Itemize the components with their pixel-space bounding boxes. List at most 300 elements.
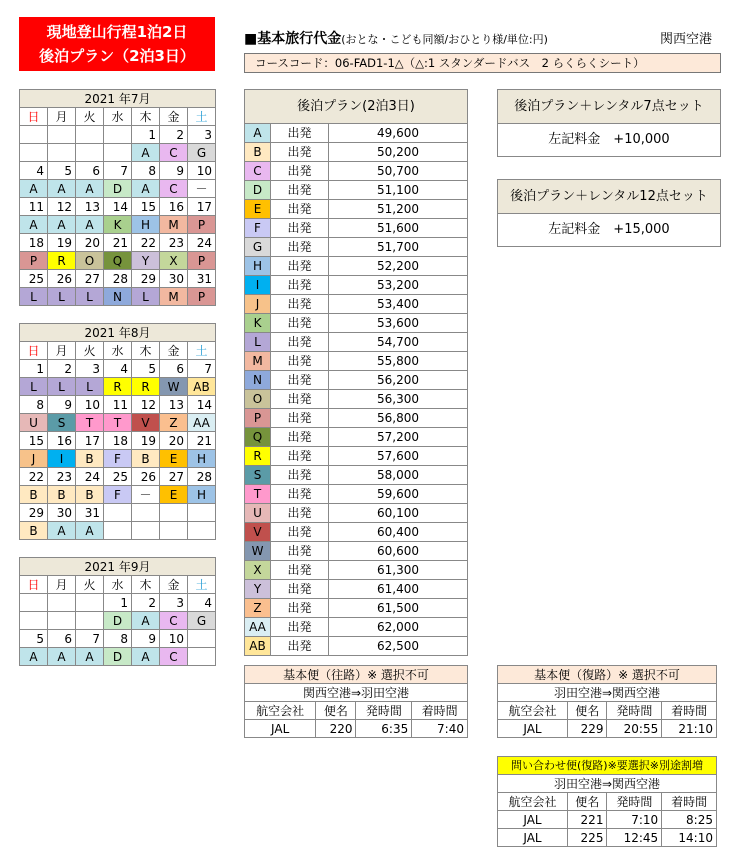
- calendar-day: 31: [76, 504, 104, 522]
- calendar-price-code: [188, 648, 216, 666]
- calendar-price-code: L: [20, 288, 48, 306]
- calendar-price-code: A: [132, 144, 160, 162]
- departure-label: 出発: [271, 314, 329, 333]
- calendar-price-code: A: [48, 180, 76, 198]
- weekday-header: 火: [76, 342, 104, 360]
- price-code: S: [245, 466, 271, 485]
- calendar-day: 22: [20, 468, 48, 486]
- calendar-price-code: P: [188, 216, 216, 234]
- table-row: [245, 371, 468, 390]
- departure-label: 出発: [271, 580, 329, 599]
- calendar-day: 27: [160, 468, 188, 486]
- price-amount: 61,500: [329, 599, 468, 618]
- price-amount: 52,200: [329, 257, 468, 276]
- table-row: [245, 580, 468, 599]
- calendar-price-code: F: [104, 450, 132, 468]
- departure-label: 出発: [271, 466, 329, 485]
- rental-12-box: [497, 179, 721, 247]
- price-amount: 60,100: [329, 504, 468, 523]
- calendar-price-code: P: [188, 252, 216, 270]
- calendar-price-code: [76, 144, 104, 162]
- calendar-price-code: [20, 612, 48, 630]
- price-amount: 61,300: [329, 561, 468, 580]
- calendar-price-code: B: [20, 486, 48, 504]
- table-row: [245, 219, 468, 238]
- inquiry-title: 問い合わせ便(復路)※要選択※別途割増: [498, 757, 717, 775]
- calendar-day: [104, 504, 132, 522]
- rental-12-value: 左記料金 +15,000: [548, 222, 670, 237]
- price-code: Q: [245, 428, 271, 447]
- table-row: [498, 811, 717, 829]
- calendar-price-code: P: [188, 288, 216, 306]
- calendar-day: 4: [20, 162, 48, 180]
- price-code: Z: [245, 599, 271, 618]
- calendar-price-code: B: [76, 486, 104, 504]
- calendar-day: 1: [20, 360, 48, 378]
- calendar-day: 20: [160, 432, 188, 450]
- col-arrival: 着時間: [662, 793, 717, 811]
- calendar-day: 9: [132, 630, 160, 648]
- calendar-price-code: B: [132, 450, 160, 468]
- price-code: B: [245, 143, 271, 162]
- calendar-price-code: G: [188, 612, 216, 630]
- weekday-header: 水: [104, 342, 132, 360]
- calendar-price-code: [160, 522, 188, 540]
- calendar-day: 10: [160, 630, 188, 648]
- calendar-price-code: S: [48, 414, 76, 432]
- departure-label: 出発: [271, 124, 329, 143]
- table-row: [245, 295, 468, 314]
- price-amount: 57,200: [329, 428, 468, 447]
- calendar-price-code: V: [132, 414, 160, 432]
- price-amount: 56,300: [329, 390, 468, 409]
- departure-label: 出発: [271, 542, 329, 561]
- calendar-day: 16: [48, 432, 76, 450]
- calendar-price-code: A: [132, 612, 160, 630]
- calendar-price-code: X: [160, 252, 188, 270]
- calendar-day: 1: [132, 126, 160, 144]
- weekday-header: 木: [132, 342, 160, 360]
- price-code: AB: [245, 637, 271, 656]
- price-code: K: [245, 314, 271, 333]
- calendar-price-code: [132, 522, 160, 540]
- calendar-day: 24: [188, 234, 216, 252]
- calendar-price-code: Z: [160, 414, 188, 432]
- departure-label: 出発: [271, 618, 329, 637]
- calendar-price-code: A: [20, 648, 48, 666]
- course-code: コースコード：06-FAD1-1△（△:1 スタンダードバス 2 らくらくシート）: [244, 53, 721, 73]
- col-airline: 航空会社: [498, 793, 568, 811]
- return-flight-table: [497, 665, 717, 738]
- departure-label: 出発: [271, 181, 329, 200]
- price-code: C: [245, 162, 271, 181]
- calendar-day: [76, 126, 104, 144]
- calendar-price-code: L: [48, 288, 76, 306]
- price-amount: 61,400: [329, 580, 468, 599]
- calendar-price-code: L: [48, 378, 76, 396]
- calendar-price-code: Y: [132, 252, 160, 270]
- calendar-price-code: A: [20, 180, 48, 198]
- calendar-price-code: Q: [104, 252, 132, 270]
- calendar-day: [48, 126, 76, 144]
- plan-title-box: [19, 17, 215, 71]
- weekday-header: 木: [132, 108, 160, 126]
- calendar-price-code: M: [160, 288, 188, 306]
- calendar-day: 24: [76, 468, 104, 486]
- calendar-day: 2: [160, 126, 188, 144]
- col-departure: 発時間: [356, 702, 412, 720]
- col-departure: 発時間: [607, 793, 662, 811]
- calendar-day: 15: [20, 432, 48, 450]
- calendar-day: 5: [20, 630, 48, 648]
- calendar-day: 27: [76, 270, 104, 288]
- calendar-price-code: M: [160, 216, 188, 234]
- table-row: [245, 523, 468, 542]
- calendar-price-code: L: [76, 288, 104, 306]
- price-amount: 60,600: [329, 542, 468, 561]
- calendar-day: 16: [160, 198, 188, 216]
- calendar-price-code: [48, 612, 76, 630]
- calendar-price-code: E: [160, 486, 188, 504]
- price-amount: 60,400: [329, 523, 468, 542]
- calendar-price-code: C: [160, 180, 188, 198]
- calendar-day: 21: [104, 234, 132, 252]
- calendar-day: 10: [76, 396, 104, 414]
- calendar-day: 28: [188, 468, 216, 486]
- price-code: E: [245, 200, 271, 219]
- weekday-header: 金: [160, 342, 188, 360]
- calendar-day: 15: [132, 198, 160, 216]
- table-row: [245, 181, 468, 200]
- calendar-day: 18: [104, 432, 132, 450]
- calendar-day: 6: [76, 162, 104, 180]
- calendar-price-code: O: [76, 252, 104, 270]
- price-code: AA: [245, 618, 271, 637]
- calendar-day: 20: [76, 234, 104, 252]
- calendar-price-code: R: [132, 378, 160, 396]
- price-amount: 62,000: [329, 618, 468, 637]
- price-code: G: [245, 238, 271, 257]
- calendar-day: 11: [20, 198, 48, 216]
- departure-time: 7:10: [607, 811, 662, 829]
- calendar-day: 3: [188, 126, 216, 144]
- calendar-price-code: D: [104, 612, 132, 630]
- price-code: Y: [245, 580, 271, 599]
- table-row: [245, 390, 468, 409]
- calendar-price-code: A: [76, 648, 104, 666]
- table-row: [245, 276, 468, 295]
- calendar-day: 5: [132, 360, 160, 378]
- calendar-day: 13: [160, 396, 188, 414]
- weekday-header: 水: [104, 576, 132, 594]
- weekday-header: 月: [48, 342, 76, 360]
- price-code: M: [245, 352, 271, 371]
- calendar-price-code: AB: [188, 378, 216, 396]
- calendar-day: 23: [160, 234, 188, 252]
- calendar-day: [104, 126, 132, 144]
- price-code: P: [245, 409, 271, 428]
- calendar-price-code: J: [20, 450, 48, 468]
- price-amount: 50,700: [329, 162, 468, 181]
- calendar-price-code: F: [104, 486, 132, 504]
- price-amount: 50,200: [329, 143, 468, 162]
- weekday-header: 木: [132, 576, 160, 594]
- departure-label: 出発: [271, 523, 329, 542]
- col-airline: 航空会社: [245, 702, 316, 720]
- calendar-day: 13: [76, 198, 104, 216]
- calendar-day: [20, 126, 48, 144]
- calendar-day: 22: [132, 234, 160, 252]
- departure-label: 出発: [271, 409, 329, 428]
- calendar-day: 9: [48, 396, 76, 414]
- calendar-day: 11: [104, 396, 132, 414]
- calendar-price-code: H: [188, 450, 216, 468]
- departure-label: 出発: [271, 238, 329, 257]
- calendar-day: 21: [188, 432, 216, 450]
- calendar-title: 2021 年9月: [20, 558, 216, 576]
- price-amount: 51,600: [329, 219, 468, 238]
- airline: JAL: [498, 811, 568, 829]
- calendar-day: 26: [48, 270, 76, 288]
- weekday-header: 水: [104, 108, 132, 126]
- calendar-price-code: A: [48, 648, 76, 666]
- calendar-price-code: R: [104, 378, 132, 396]
- calendar-day: 7: [188, 360, 216, 378]
- calendar-day: 12: [48, 198, 76, 216]
- calendar-day: 6: [160, 360, 188, 378]
- calendar-day: 5: [48, 162, 76, 180]
- departure-label: 出発: [271, 371, 329, 390]
- calendar-day: 14: [104, 198, 132, 216]
- calendar-day: [160, 504, 188, 522]
- price-code: I: [245, 276, 271, 295]
- calendar-price-code: I: [48, 450, 76, 468]
- calendar-day: 19: [132, 432, 160, 450]
- calendar-day: 9: [160, 162, 188, 180]
- col-flight-no: 便名: [568, 793, 607, 811]
- table-row: [245, 200, 468, 219]
- arrival-time: 7:40: [412, 720, 468, 738]
- calendar-day: 14: [188, 396, 216, 414]
- weekday-header: 月: [48, 108, 76, 126]
- calendar-day: 25: [104, 468, 132, 486]
- calendar-price-code: T: [104, 414, 132, 432]
- price-amount: 57,600: [329, 447, 468, 466]
- calendar-day: 4: [104, 360, 132, 378]
- calendar-day: 18: [20, 234, 48, 252]
- price-amount: 53,200: [329, 276, 468, 295]
- departure-label: 出発: [271, 561, 329, 580]
- calendar-price-code: [104, 144, 132, 162]
- calendar-day: 19: [48, 234, 76, 252]
- calendar-price-code: AA: [188, 414, 216, 432]
- calendar-july: [19, 89, 216, 306]
- price-code: X: [245, 561, 271, 580]
- weekday-header: 日: [20, 108, 48, 126]
- departure-label: 出発: [271, 295, 329, 314]
- table-row: [245, 238, 468, 257]
- return-title: 基本便（復路）※ 選択不可: [498, 666, 717, 684]
- price-amount: 51,200: [329, 200, 468, 219]
- departure-label: 出発: [271, 599, 329, 618]
- calendar-day: 25: [20, 270, 48, 288]
- table-row: [245, 447, 468, 466]
- weekday-header: 金: [160, 576, 188, 594]
- calendar-day: 2: [48, 360, 76, 378]
- calendar-price-code: A: [48, 522, 76, 540]
- plan-title-line2: 後泊プラン（2泊3日）: [39, 47, 195, 65]
- calendar-day: [48, 594, 76, 612]
- airline: JAL: [498, 720, 568, 738]
- calendar-title: 2021 年8月: [20, 324, 216, 342]
- table-row: [245, 561, 468, 580]
- price-amount: 51,700: [329, 238, 468, 257]
- departure-label: 出発: [271, 447, 329, 466]
- table-row: [245, 257, 468, 276]
- price-code: F: [245, 219, 271, 238]
- price-code: T: [245, 485, 271, 504]
- calendar-title: 2021 年7月: [20, 90, 216, 108]
- col-flight-no: 便名: [316, 702, 356, 720]
- departure-time: 6:35: [356, 720, 412, 738]
- calendar-price-code: L: [132, 288, 160, 306]
- calendar-price-code: －: [188, 180, 216, 198]
- table-row: [245, 428, 468, 447]
- price-amount: 56,200: [329, 371, 468, 390]
- calendar-price-code: B: [76, 450, 104, 468]
- flight-no: 229: [568, 720, 607, 738]
- calendar-price-code: A: [48, 216, 76, 234]
- price-amount: 59,600: [329, 485, 468, 504]
- calendar-day: 7: [76, 630, 104, 648]
- price-amount: 53,400: [329, 295, 468, 314]
- calendar-price-code: L: [20, 378, 48, 396]
- calendar-day: [188, 504, 216, 522]
- price-code: N: [245, 371, 271, 390]
- price-code: U: [245, 504, 271, 523]
- departure-time: 12:45: [607, 829, 662, 847]
- col-arrival: 着時間: [662, 702, 717, 720]
- calendar-price-code: D: [104, 648, 132, 666]
- calendar-day: 3: [76, 360, 104, 378]
- calendar-day: [132, 504, 160, 522]
- calendar-day: 3: [160, 594, 188, 612]
- price-amount: 56,800: [329, 409, 468, 428]
- arrival-time: 8:25: [662, 811, 717, 829]
- calendar-price-code: [20, 144, 48, 162]
- return-route: 羽田空港⇒関西空港: [498, 684, 717, 702]
- calendar-day: 26: [132, 468, 160, 486]
- calendar-september: [19, 557, 216, 666]
- price-amount: 51,100: [329, 181, 468, 200]
- airline: JAL: [498, 829, 568, 847]
- col-departure: 発時間: [607, 702, 662, 720]
- price-table-header: 後泊プラン(2泊3日): [245, 90, 468, 124]
- table-row: [245, 542, 468, 561]
- calendar-price-code: －: [132, 486, 160, 504]
- calendar-day: 4: [188, 594, 216, 612]
- arrival-time: 21:10: [662, 720, 717, 738]
- col-airline: 航空会社: [498, 702, 568, 720]
- calendar-price-code: [104, 522, 132, 540]
- calendar-day: [76, 594, 104, 612]
- table-row: [245, 143, 468, 162]
- calendar-price-code: B: [20, 522, 48, 540]
- departure-label: 出発: [271, 276, 329, 295]
- table-row: [245, 720, 468, 738]
- table-row: [245, 466, 468, 485]
- flight-no: 220: [316, 720, 356, 738]
- outbound-flight-table: [244, 665, 468, 738]
- price-code: J: [245, 295, 271, 314]
- calendar-price-code: T: [76, 414, 104, 432]
- plan-title-line1: 現地登山行程1泊2日: [46, 23, 188, 41]
- calendar-day: [20, 594, 48, 612]
- calendar-price-code: A: [76, 216, 104, 234]
- calendar-price-code: [48, 144, 76, 162]
- price-heading-sub: (おとな・こども同額/おひとり様/単位:円): [341, 33, 548, 46]
- calendar-price-code: R: [48, 252, 76, 270]
- calendar-price-code: C: [160, 144, 188, 162]
- calendar-price-code: A: [20, 216, 48, 234]
- calendar-day: 8: [104, 630, 132, 648]
- departure-label: 出発: [271, 200, 329, 219]
- inquiry-route: 羽田空港⇒関西空港: [498, 775, 717, 793]
- rental-12-header: 後泊プラン＋レンタル12点セット: [498, 180, 720, 214]
- price-table: [244, 89, 468, 656]
- departure-airport: 関西空港: [660, 32, 713, 47]
- table-row: [498, 829, 717, 847]
- table-row: [245, 162, 468, 181]
- price-code: D: [245, 181, 271, 200]
- weekday-header: 土: [188, 576, 216, 594]
- outbound-title: 基本便（往路）※ 選択不可: [245, 666, 468, 684]
- inquiry-flight-table: [497, 756, 717, 847]
- calendar-price-code: L: [76, 378, 104, 396]
- departure-time: 20:55: [607, 720, 662, 738]
- weekday-header: 日: [20, 576, 48, 594]
- price-amount: 49,600: [329, 124, 468, 143]
- flight-no: 221: [568, 811, 607, 829]
- airline: JAL: [245, 720, 316, 738]
- calendar-august: [19, 323, 216, 540]
- calendar-price-code: C: [160, 648, 188, 666]
- price-code: L: [245, 333, 271, 352]
- departure-label: 出発: [271, 428, 329, 447]
- price-code: A: [245, 124, 271, 143]
- price-amount: 54,700: [329, 333, 468, 352]
- calendar-price-code: W: [160, 378, 188, 396]
- calendar-day: 31: [188, 270, 216, 288]
- departure-label: 出発: [271, 485, 329, 504]
- departure-label: 出発: [271, 162, 329, 181]
- weekday-header: 土: [188, 108, 216, 126]
- calendar-day: 2: [132, 594, 160, 612]
- outbound-route: 関西空港⇒羽田空港: [245, 684, 468, 702]
- rental-7-header: 後泊プラン＋レンタル7点セット: [498, 90, 720, 124]
- calendar-price-code: H: [188, 486, 216, 504]
- departure-label: 出発: [271, 352, 329, 371]
- calendar-day: 30: [48, 504, 76, 522]
- table-row: [245, 333, 468, 352]
- calendar-price-code: D: [104, 180, 132, 198]
- arrival-time: 14:10: [662, 829, 717, 847]
- table-row: [245, 124, 468, 143]
- calendar-day: 23: [48, 468, 76, 486]
- calendar-day: 30: [160, 270, 188, 288]
- departure-label: 出発: [271, 219, 329, 238]
- calendar-price-code: E: [160, 450, 188, 468]
